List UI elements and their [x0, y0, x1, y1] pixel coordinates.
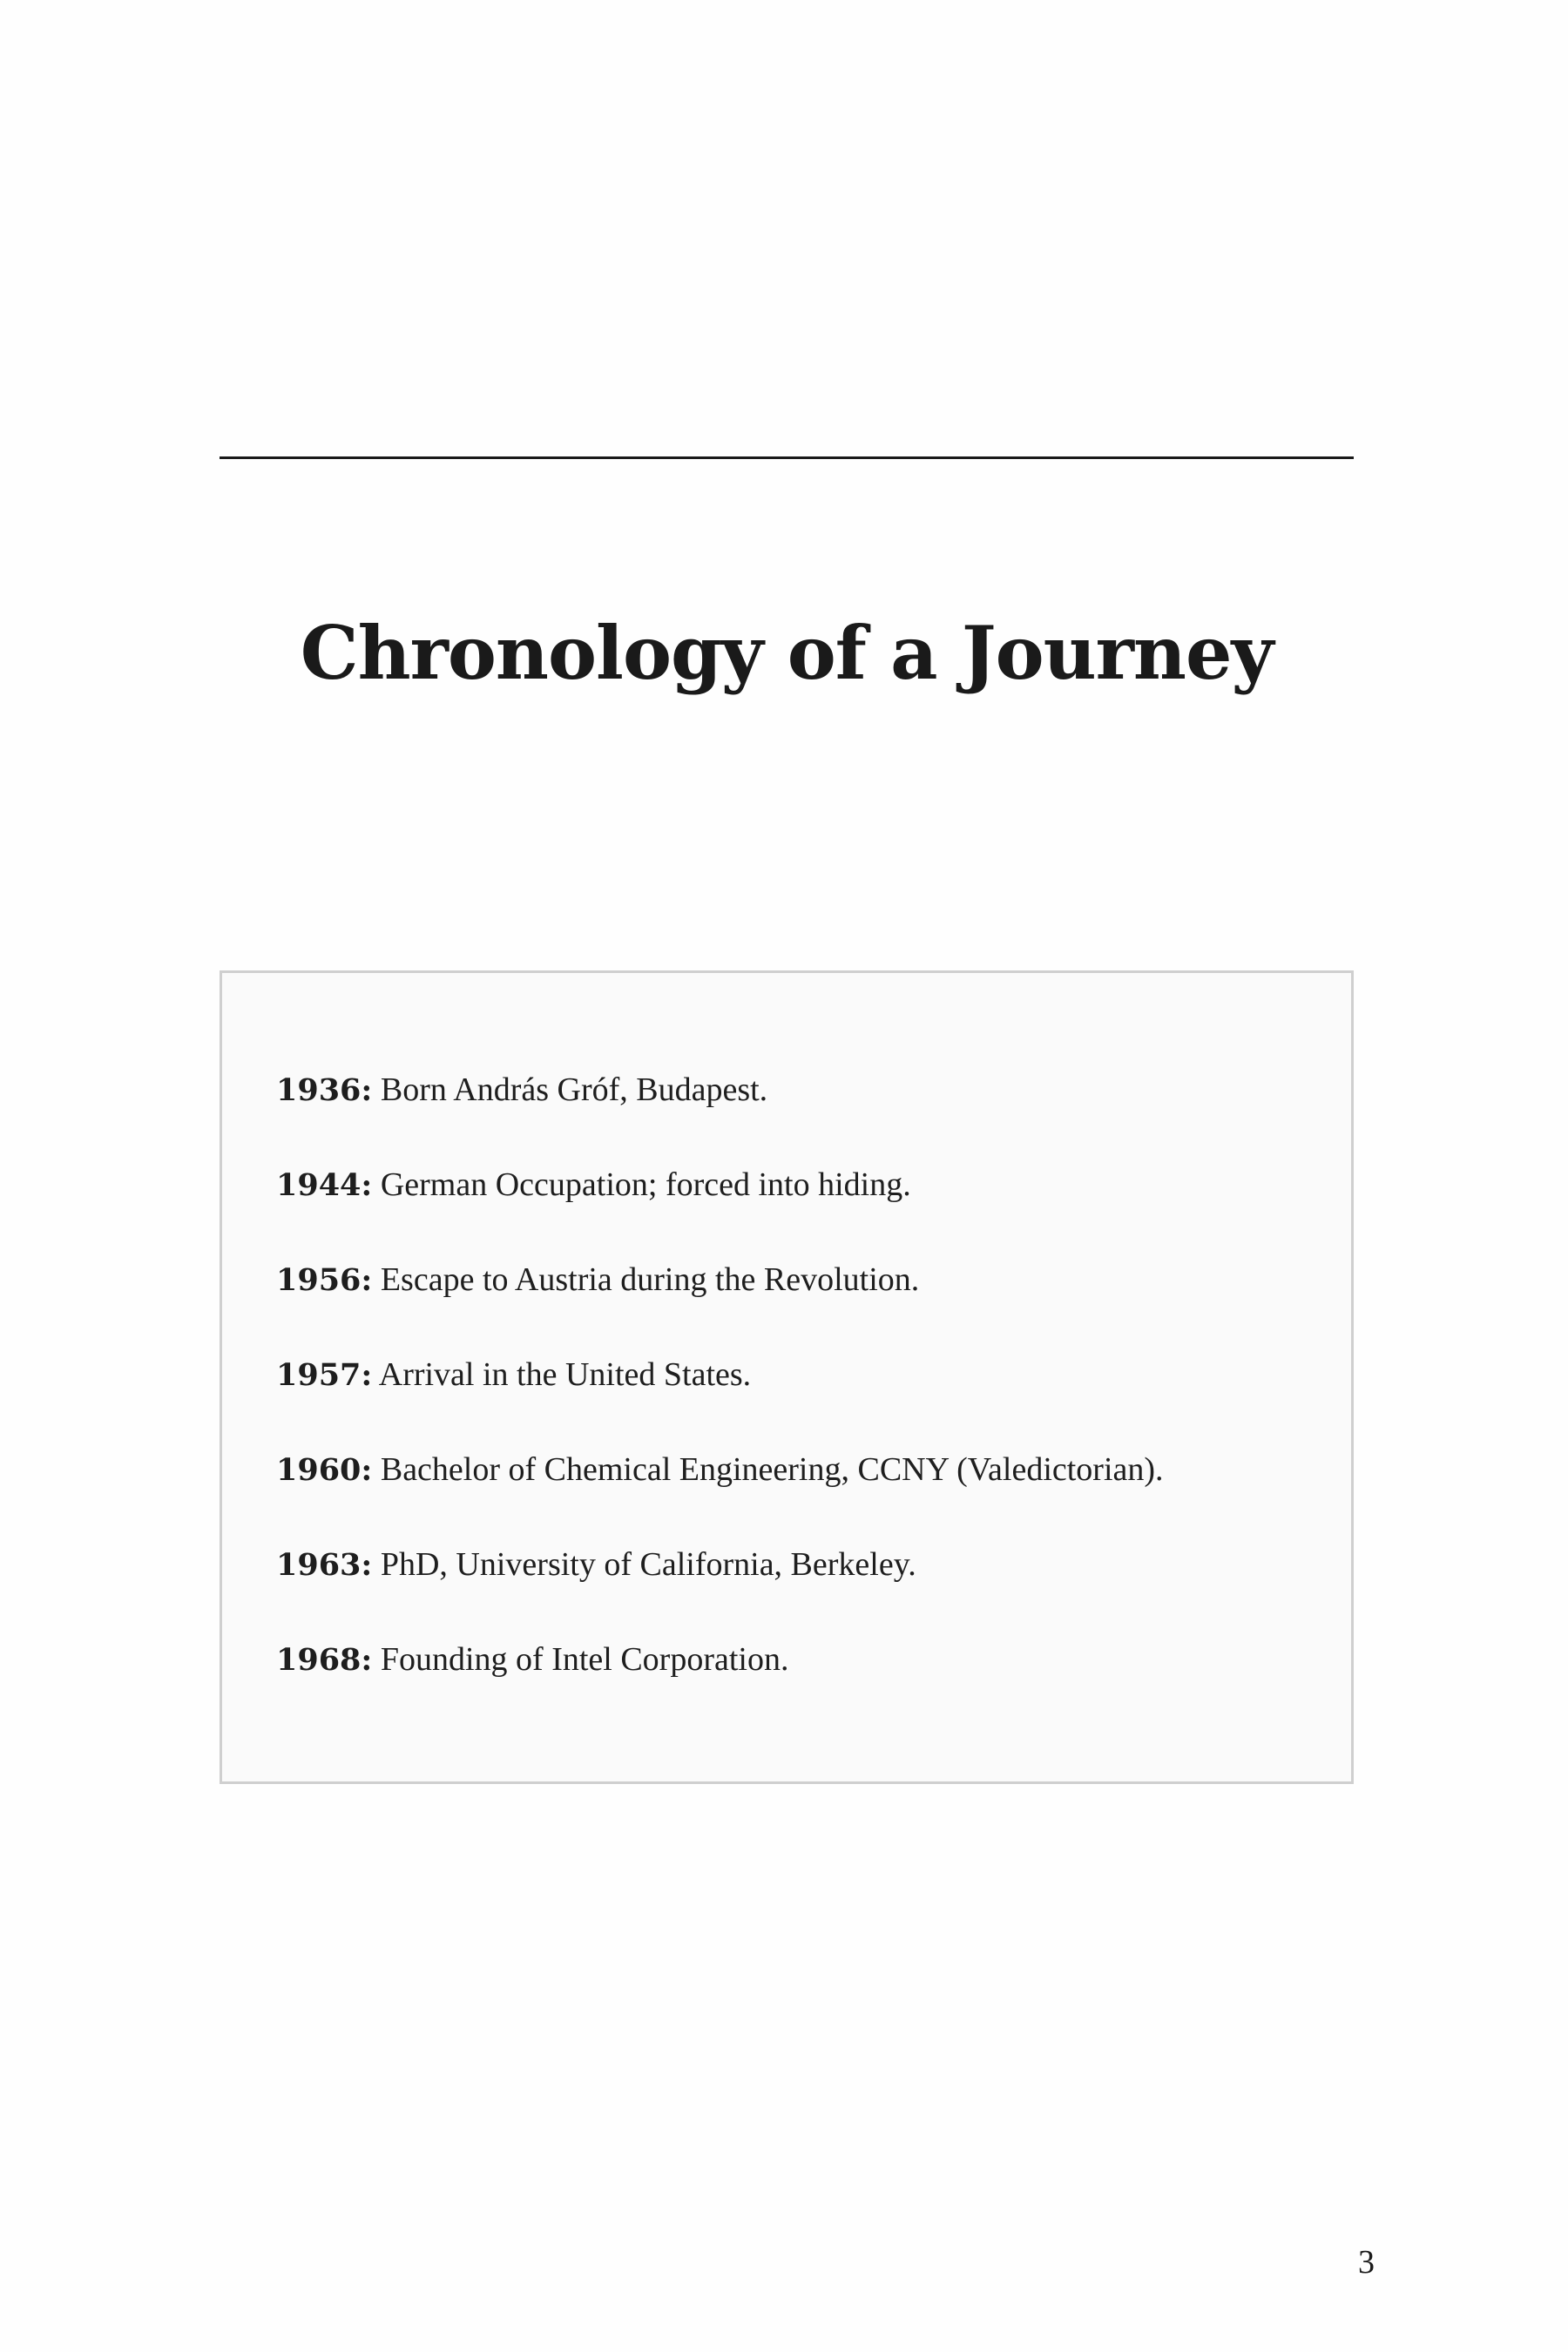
timeline-list: [276, 1069, 1304, 1734]
timeline-event: Born András Gróf, Budapest.: [380, 1071, 768, 1108]
timeline-year: 1956:: [276, 1262, 373, 1298]
timeline-year: 1957:: [276, 1357, 373, 1393]
timeline-year: 1963:: [276, 1547, 373, 1583]
timeline-item: [276, 1069, 1304, 1164]
timeline-item: [276, 1449, 1304, 1544]
timeline-item: [276, 1639, 1304, 1734]
timeline-event: Bachelor of Chemical Engineering, CCNY (Valedictorian).: [380, 1451, 1164, 1488]
timeline-item: [276, 1259, 1304, 1354]
timeline-event: German Occupation; forced into hiding.: [380, 1166, 911, 1203]
timeline-event: PhD, University of California, Berkeley.: [380, 1546, 916, 1583]
timeline-year: 1936:: [276, 1072, 373, 1108]
timeline-item: [276, 1544, 1304, 1639]
timeline-box: [220, 970, 1354, 1784]
timeline-event: Escape to Austria during the Revolution.: [380, 1261, 920, 1298]
top-rule: [220, 456, 1354, 459]
page-number: 3: [1358, 2244, 1375, 2281]
timeline-year: 1944:: [276, 1167, 373, 1203]
timeline-item: [276, 1354, 1304, 1449]
timeline-item: [276, 1164, 1304, 1259]
timeline-event: Founding of Intel Corporation.: [380, 1641, 789, 1678]
timeline-year: 1968:: [276, 1642, 373, 1678]
timeline-event: Arrival in the United States.: [378, 1356, 752, 1393]
page-title: Chronology of a Journey: [300, 610, 1274, 696]
timeline-year: 1960:: [276, 1452, 373, 1488]
